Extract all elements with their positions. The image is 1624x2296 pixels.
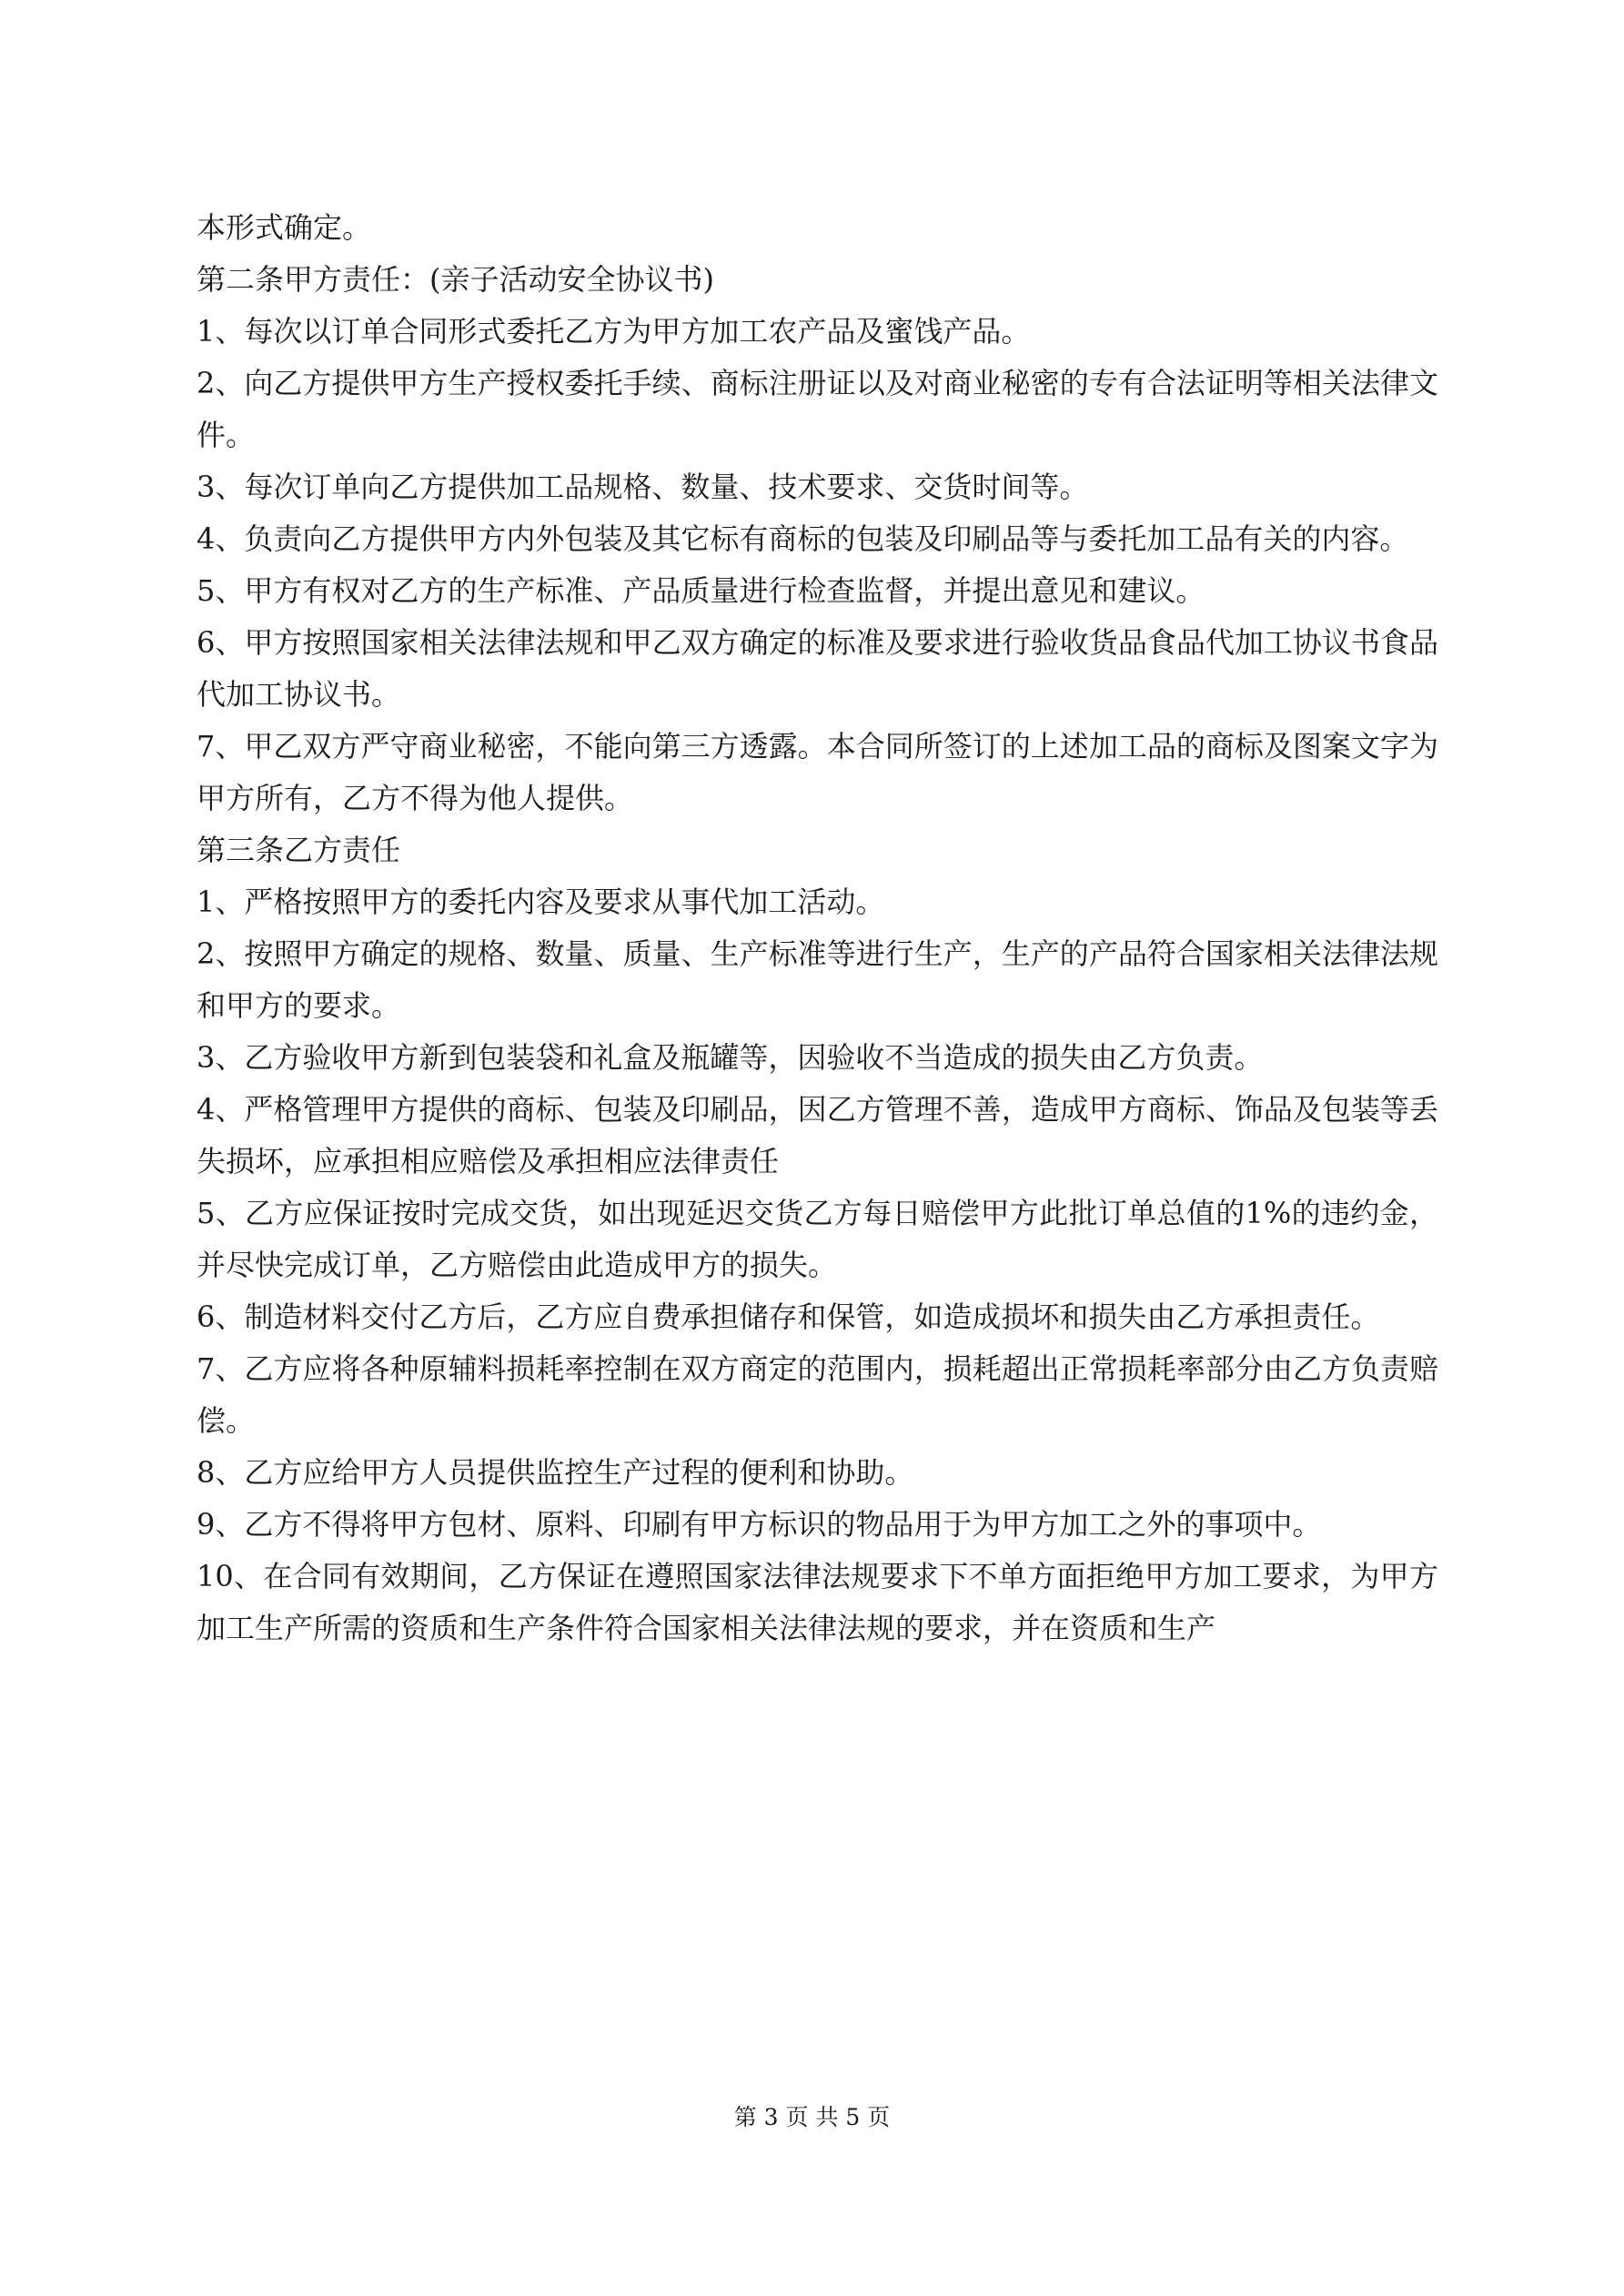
clause-item: 9、乙方不得将甲方包材、原料、印刷有甲方标识的物品用于为甲方加工之外的事项中。 (197, 1507, 1322, 1542)
paragraph: 本形式确定。 (197, 210, 372, 245)
clause-item: 1、严格按照甲方的委托内容及要求从事代加工活动。 (197, 885, 885, 919)
clause-item: 7、甲乙双方严守商业秘密，不能向第三方透露。本合同所签订的上述加工品的商标及图案文字为甲方所有，乙方不得为他人提供。 (197, 729, 1438, 815)
clause-item: 10、在合同有效期间，乙方保证在遵照国家法律法规要求下不单方面拒绝甲方加工要求，为甲方加工生产所需的资质和生产条件符合国家相关法律法规的要求，并在资质和生产 (197, 1559, 1438, 1645)
document-body (197, 202, 1438, 1654)
clause-item: 6、制造材料交付乙方后，乙方应自费承担储存和保管，如造成损坏和损失由乙方承担责任。 (197, 1300, 1380, 1334)
clause-item: 7、乙方应将各种原辅料损耗率控制在双方商定的范围内，损耗超出正常损耗率部分由乙方负责赔偿。 (197, 1351, 1438, 1438)
clause-item: 4、严格管理甲方提供的商标、包装及印刷品，因乙方管理不善，造成甲方商标、饰品及包装等丢失损坏，应承担相应赔偿及承担相应法律责任 (197, 1092, 1438, 1178)
clause-item: 8、乙方应给甲方人员提供监控生产过程的便利和协助。 (197, 1455, 914, 1490)
page-number: 第 3 页 共 5 页 (733, 2104, 891, 2130)
clause-item: 3、每次订单向乙方提供加工品规格、数量、技术要求、交货时间等。 (197, 470, 1089, 504)
clause-item: 5、乙方应保证按时完成交货，如出现延迟交货乙方每日赔偿甲方此批订单总值的1%的违约金，并尽快完成订单，乙方赔偿由此造成甲方的损失。 (197, 1196, 1438, 1282)
section-heading: 第二条甲方责任：(亲子活动安全协议书) (197, 262, 714, 297)
clause-item: 2、向乙方提供甲方生产授权委托手续、商标注册证以及对商业秘密的专有合法证明等相关法律文件。 (197, 366, 1438, 452)
clause-item: 1、每次以订单合同形式委托乙方为甲方加工农产品及蜜饯产品。 (197, 314, 1031, 349)
clause-item: 3、乙方验收甲方新到包装袋和礼盒及瓶罐等，因验收不当造成的损失由乙方负责。 (197, 1040, 1264, 1075)
page-footer (0, 2104, 1624, 2131)
clause-item: 4、负责向乙方提供甲方内外包装及其它标有商标的包装及印刷品等与委托加工品有关的内容。 (197, 521, 1409, 556)
clause-item: 2、按照甲方确定的规格、数量、质量、生产标准等进行生产，生产的产品符合国家相关法律法规和甲方的要求。 (197, 936, 1438, 1023)
clause-item: 5、甲方有权对乙方的生产标准、产品质量进行检查监督，并提出意见和建议。 (197, 573, 1205, 608)
clause-item: 6、甲方按照国家相关法律法规和甲乙双方确定的标准及要求进行验收货品食品代加工协议书食品代加工协议书。 (197, 625, 1438, 712)
section-heading: 第三条乙方责任 (197, 833, 401, 867)
